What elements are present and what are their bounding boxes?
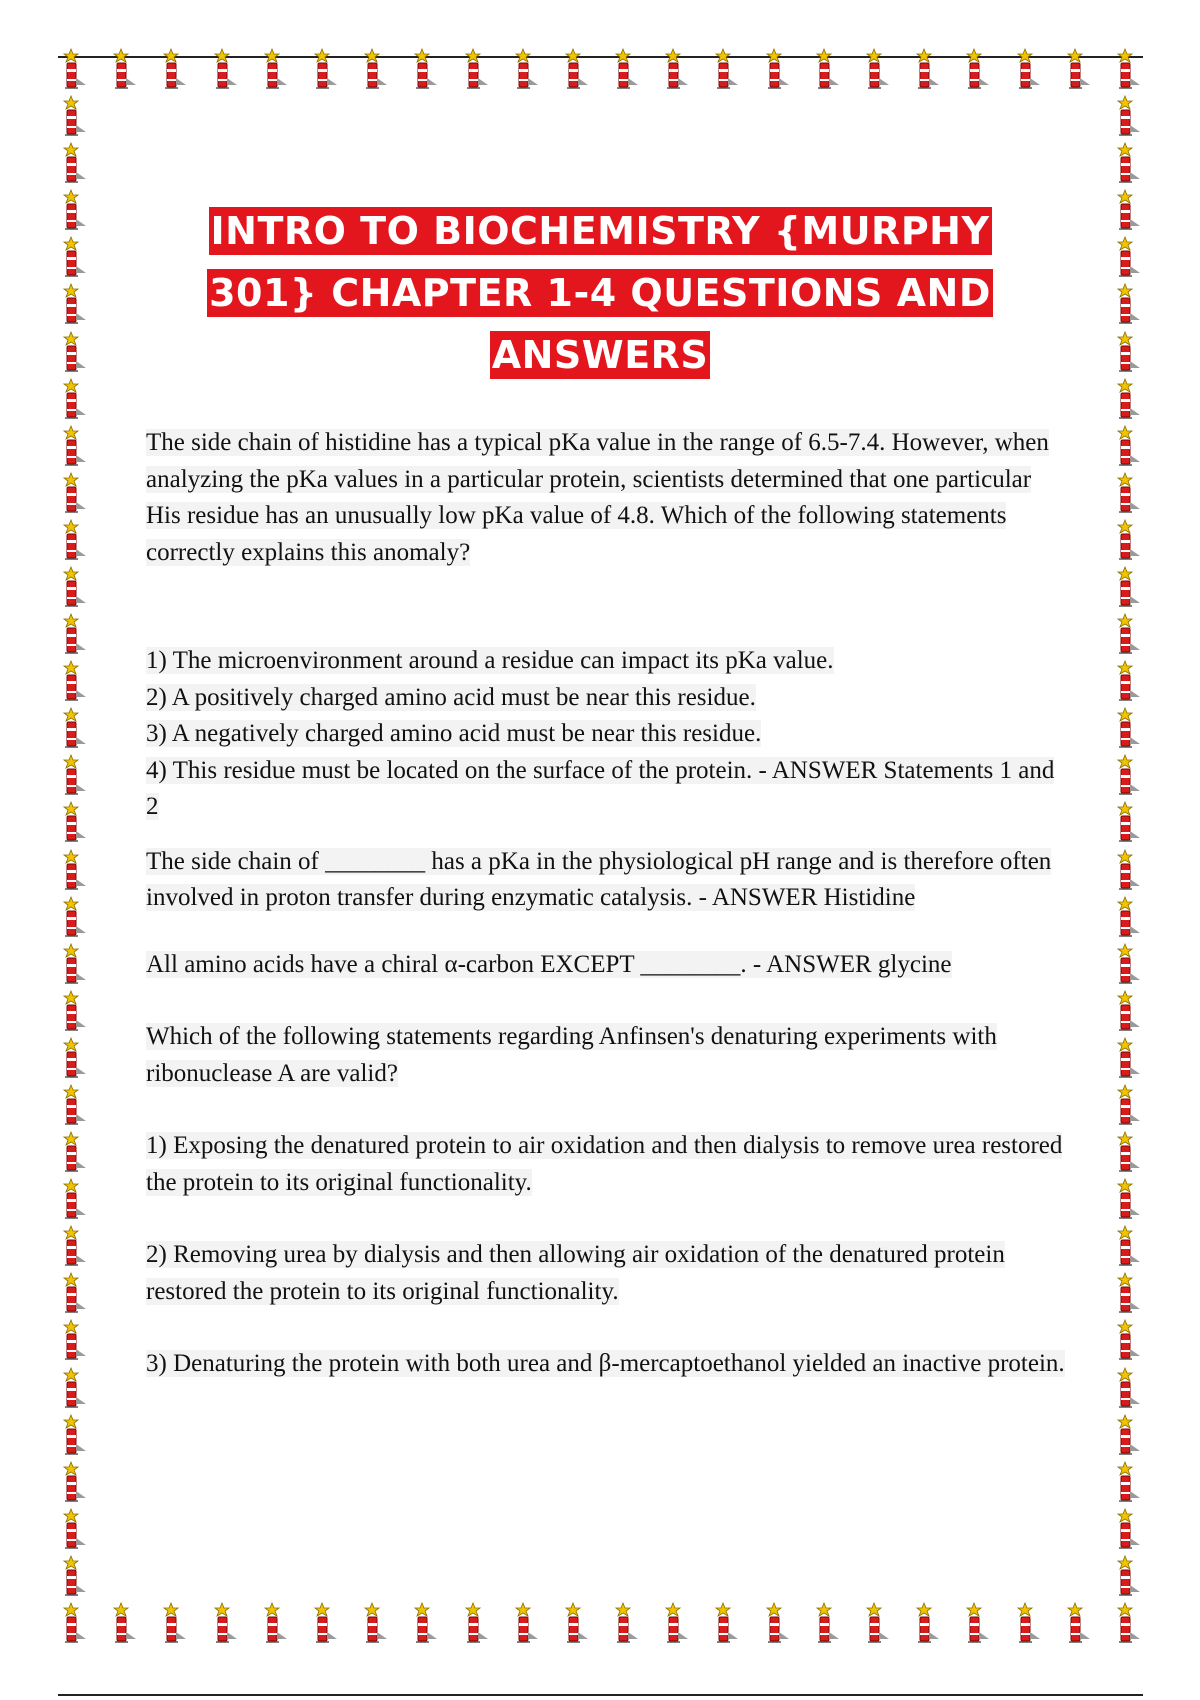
rocket-icon: [1012, 48, 1046, 92]
rocket-icon: [409, 1602, 443, 1646]
rocket-icon: [108, 48, 142, 92]
rocket-icon: [58, 331, 92, 375]
rocket-icon: [1112, 707, 1146, 751]
rocket-icon: [58, 1555, 92, 1599]
rocket-icon: [610, 1602, 644, 1646]
rocket-icon: [1062, 48, 1096, 92]
rocket-icon: [58, 1602, 92, 1646]
rocket-icon: [1112, 283, 1146, 327]
rocket-icon: [460, 1602, 494, 1646]
rocket-icon: [58, 95, 92, 139]
rocket-icon: [710, 48, 744, 92]
rocket-icon: [58, 1461, 92, 1505]
rocket-icon: [58, 566, 92, 610]
rocket-icon: [510, 1602, 544, 1646]
statement: 1) Exposing the denatured protein to air oxidation and then dialysis to remove urea restored the protein to its original functionality.: [146, 1132, 1063, 1196]
rocket-icon: [460, 48, 494, 92]
rocket-icon: [1112, 1461, 1146, 1505]
rocket-icon: [1112, 566, 1146, 610]
rocket-icon: [58, 896, 92, 940]
rocket-icon: [1112, 754, 1146, 798]
rocket-icon: [58, 189, 92, 233]
rocket-icon: [861, 1602, 895, 1646]
rocket-icon: [1112, 1555, 1146, 1599]
rocket-icon: [1112, 1225, 1146, 1269]
rocket-icon: [58, 990, 92, 1034]
rocket-icon: [209, 48, 243, 92]
rocket-icon: [1112, 801, 1146, 845]
rocket-icon: [58, 425, 92, 469]
rocket-icon: [911, 1602, 945, 1646]
rocket-icon: [58, 1225, 92, 1269]
rocket-icon: [58, 236, 92, 280]
rocket-icon: [811, 1602, 845, 1646]
rocket-icon: [1112, 331, 1146, 375]
rocket-icon: [58, 1178, 92, 1222]
rocket-icon: [761, 48, 795, 92]
rocket-icon: [1112, 1367, 1146, 1411]
rocket-icon: [309, 1602, 343, 1646]
option: 1) The microenvironment around a residue can impact its pKa value.: [146, 647, 834, 674]
rocket-icon: [1012, 1602, 1046, 1646]
rocket-icon: [259, 1602, 293, 1646]
rocket-icon: [560, 48, 594, 92]
rocket-icon: [1112, 1272, 1146, 1316]
rocket-icon: [1112, 189, 1146, 233]
question-4-prompt: Which of the following statements regarding Anfinsen's denaturing experiments with ribonuclease A are valid?: [146, 1023, 997, 1087]
rocket-icon: [359, 1602, 393, 1646]
rocket-icon: [58, 801, 92, 845]
rocket-icon: [58, 1319, 92, 1363]
rocket-icon: [58, 1414, 92, 1458]
option: 3) A negatively charged amino acid must be near this residue.: [146, 720, 762, 747]
rocket-icon: [1112, 1178, 1146, 1222]
rocket-icon: [1112, 472, 1146, 516]
rocket-icon: [58, 378, 92, 422]
rocket-icon: [58, 1037, 92, 1081]
rocket-icon: [58, 48, 92, 92]
rocket-icon: [1112, 1084, 1146, 1128]
rocket-icon: [58, 1084, 92, 1128]
rocket-icon: [1112, 142, 1146, 186]
rocket-icon: [108, 1602, 142, 1646]
rocket-icon: [158, 48, 192, 92]
rocket-icon: [560, 1602, 594, 1646]
rocket-icon: [1112, 660, 1146, 704]
rocket-icon: [1112, 1037, 1146, 1081]
bottom-rule: [58, 1694, 1143, 1696]
rocket-icon: [961, 48, 995, 92]
rocket-icon: [58, 1508, 92, 1552]
rocket-icon: [58, 1367, 92, 1411]
rocket-icon: [1112, 1602, 1146, 1646]
question-2: The side chain of ________ has a pKa in the physiological pH range and is therefore often involved in proton transfer during enzymatic catalysis. - ANSWER Histidine: [146, 847, 1052, 911]
question-3: All amino acids have a chiral α-carbon EXCEPT ________. - ANSWER glycine: [146, 950, 952, 978]
rocket-icon: [811, 48, 845, 92]
rocket-icon: [409, 48, 443, 92]
qa-content: [146, 425, 1066, 1383]
rocket-icon: [1062, 1602, 1096, 1646]
rocket-icon: [58, 472, 92, 516]
rocket-icon: [158, 1602, 192, 1646]
rocket-icon: [1112, 990, 1146, 1034]
question-1-prompt: The side chain of histidine has a typical pKa value in the range of 6.5-7.4. However, when analyzing the pKa values in a particular protein, scientists determined that one particular His residue has an unusually low pKa value of 4.8. Which of the following statements correctly explains this anomaly?: [146, 429, 1049, 566]
rocket-icon: [58, 849, 92, 893]
rocket-icon: [259, 48, 293, 92]
option: 2) A positively charged amino acid must be near this residue.: [146, 683, 756, 711]
rocket-icon: [660, 48, 694, 92]
rocket-icon: [1112, 236, 1146, 280]
document-title: INTRO TO BIOCHEMISTRY {MURPHY 301} CHAPTER 1-4 QUESTIONS AND ANSWERS: [209, 209, 991, 377]
rocket-icon: [58, 613, 92, 657]
rocket-icon: [761, 1602, 795, 1646]
rocket-icon: [1112, 1131, 1146, 1175]
rocket-icon: [510, 48, 544, 92]
rocket-icon: [1112, 943, 1146, 987]
rocket-icon: [58, 707, 92, 751]
rocket-icon: [58, 754, 92, 798]
rocket-icon: [861, 48, 895, 92]
rocket-icon: [58, 943, 92, 987]
rocket-icon: [58, 142, 92, 186]
rocket-icon: [58, 283, 92, 327]
rocket-icon: [309, 48, 343, 92]
rocket-icon: [1112, 1414, 1146, 1458]
rocket-icon: [1112, 378, 1146, 422]
rocket-icon: [1112, 425, 1146, 469]
rocket-icon: [58, 1131, 92, 1175]
rocket-icon: [209, 1602, 243, 1646]
option-with-answer: 4) This residue must be located on the surface of the protein. - ANSWER Statements 1 and 2: [146, 756, 1055, 820]
rocket-icon: [1112, 1508, 1146, 1552]
rocket-icon: [1112, 896, 1146, 940]
rocket-icon: [1112, 519, 1146, 563]
rocket-icon: [58, 660, 92, 704]
rocket-icon: [961, 1602, 995, 1646]
rocket-icon: [911, 48, 945, 92]
rocket-icon: [1112, 613, 1146, 657]
rocket-icon: [58, 1272, 92, 1316]
rocket-icon: [1112, 849, 1146, 893]
rocket-icon: [1112, 95, 1146, 139]
rocket-icon: [660, 1602, 694, 1646]
rocket-icon: [58, 519, 92, 563]
rocket-icon: [610, 48, 644, 92]
question-1-options: [146, 643, 1066, 826]
statement: 3) Denaturing the protein with both urea and β-mercaptoethanol yielded an inactive protein.: [146, 1350, 1065, 1377]
rocket-icon: [710, 1602, 744, 1646]
rocket-icon: [1112, 48, 1146, 92]
rocket-icon: [359, 48, 393, 92]
statement: 2) Removing urea by dialysis and then allowing air oxidation of the denatured protein restored the protein to its original functionality.: [146, 1241, 1005, 1305]
rocket-icon: [1112, 1319, 1146, 1363]
